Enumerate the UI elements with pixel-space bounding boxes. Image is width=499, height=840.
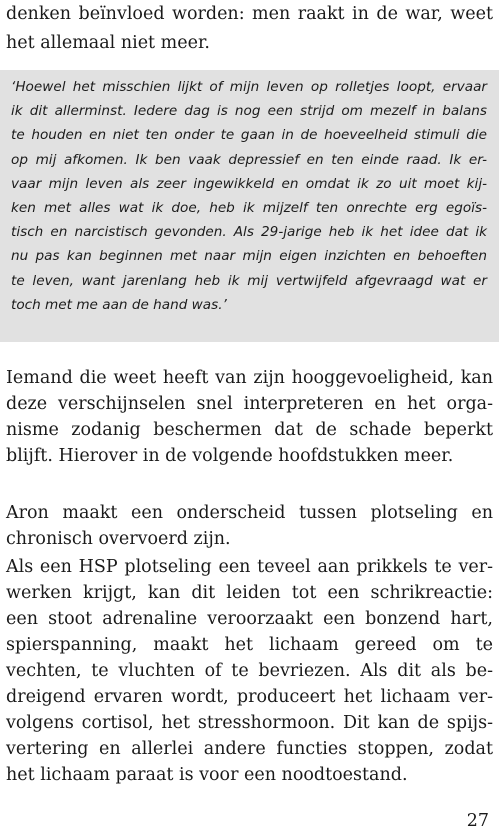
quote-box — [0, 70, 499, 342]
page-number: 27 — [466, 811, 489, 831]
text-line: werken krijgt, kan dit leiden tot een schrikreactie: — [6, 583, 493, 603]
text-line: deze verschijnselen snel interpreteren en het orga- — [6, 394, 493, 414]
text-line: vechten, te vluchten of te bevriezen. Als dit als be- — [6, 661, 493, 681]
text-line: een stoot adrenaline veroorzaakt een bonzend hart, — [6, 609, 493, 629]
paragraph-hooggevoeligheid — [6, 365, 493, 469]
quote-line: ‘Hoewel het misschien lijkt of mijn leven op rolletjes loopt, ervaar — [11, 79, 487, 95]
text-line: volgens cortisol, het stresshormoon. Dit kan de spijs- — [6, 713, 493, 733]
quote-line: op mij afkomen. Ik ben vaak depressief en ten einde raad. Ik er- — [11, 151, 487, 168]
text-line: denken beïnvloed worden: men raakt in de war, weet — [6, 4, 493, 24]
quote-line: toch met me aan de hand was.’ — [11, 296, 227, 313]
text-line: nisme zodanig beschermen dat de schade beperkt — [6, 420, 493, 440]
quote-line: vaar mijn leven als zeer ingewikkeld en omdat ik zo uit moet kij- — [11, 175, 487, 192]
text-line: chronisch overvoerd zijn. — [6, 529, 231, 549]
paragraph-aron — [6, 500, 493, 552]
quote-line: te houden en niet ten onder te gaan in de hoeveelheid stimuli die — [11, 127, 487, 144]
text-line: het allemaal niet meer. — [6, 33, 210, 53]
quote-line: ken met alles wat ik doe, heb ik mijzelf ten onrechte erg egoïs- — [11, 200, 487, 217]
quote-line: te leven, want jarenlang heb ik mij vertwijfeld afgevraagd wat er — [11, 272, 487, 289]
text-line: Aron maakt een onderscheid tussen plotseling en — [6, 503, 493, 523]
quote-line: nu pas kan beginnen met naar mijn eigen inzichten en behoeften — [11, 248, 487, 265]
text-line: blijft. Hierover in de volgende hoofdstukken meer. — [6, 446, 454, 466]
quote-line: ik dit allerminst. Iedere dag is nog een strijd om mezelf in balans — [11, 103, 487, 120]
text-line: Iemand die weet heeft van zijn hooggevoeligheid, kan — [6, 368, 493, 388]
text-line: het lichaam paraat is voor een noodtoestand. — [6, 765, 408, 785]
continued-paragraph — [6, 0, 493, 58]
text-line: Als een HSP plotseling een teveel aan prikkels te ver- — [6, 557, 493, 577]
text-line: vertering en allerlei andere functies stoppen, zodat — [6, 739, 493, 759]
quote-line: tisch en narcistisch gevonden. Als 29-jarige heb ik het idee dat ik — [11, 224, 487, 241]
text-line: dreigend ervaren wordt, produceert het lichaam ver- — [6, 687, 493, 707]
paragraph-hsp-plotseling — [6, 554, 493, 788]
text-line: spierspanning, maakt het lichaam gereed om te — [6, 635, 493, 655]
